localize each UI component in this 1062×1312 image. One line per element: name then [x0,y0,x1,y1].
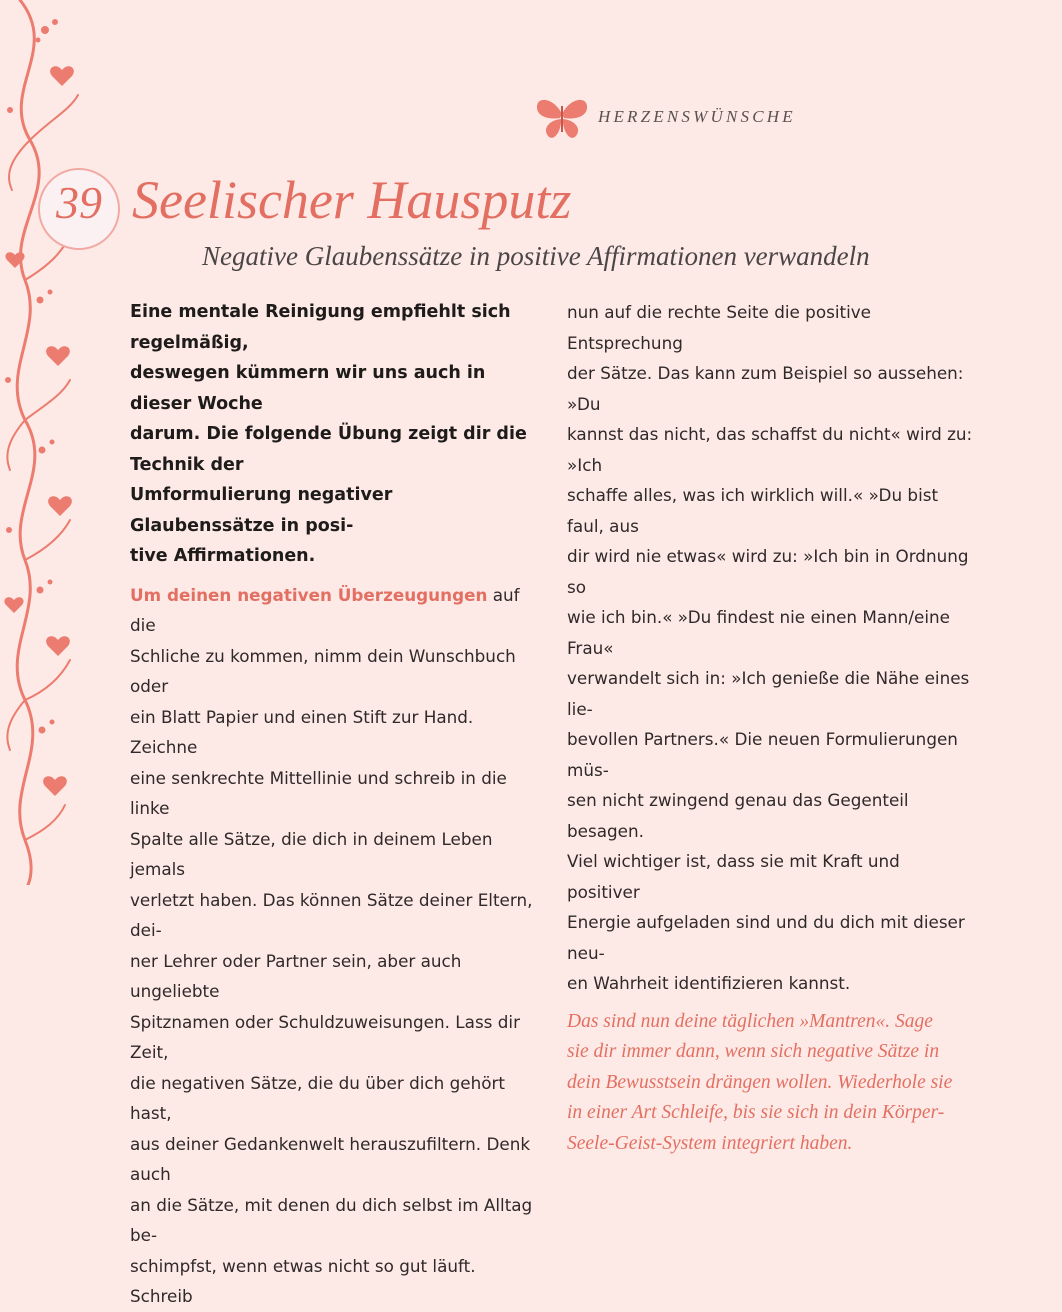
text-line: an die Sätze, mit denen du dich selbst im Alltag be- [130,1194,533,1245]
page-title: Seelischer Hausputz [132,170,572,230]
floral-ornament [0,0,90,885]
body-paragraph [130,580,540,1312]
text-line: sie dir immer dann, wenn sich negative Sätze in [567,1041,940,1062]
text-line: dein Bewusstsein drängen wollen. Wiederhole sie [567,1071,953,1093]
text-line: ein Blatt Papier und einen Stift zur Hand. Zeichne [130,706,474,757]
text-line: Umformulierung negativer Glaubenssätze in posi- [130,485,393,536]
right-column [567,297,977,1159]
text-line: der Sätze. Das kann zum Beispiel so aussehen: »Du [567,363,964,414]
text-line: Seele-Geist-System integriert haben. [567,1132,853,1154]
text-line: aus deiner Gedankenwelt herauszufiltern. Denk auch [130,1133,531,1184]
text-line: tive Affirmationen. [130,546,316,566]
text-line: wie ich bin.« »Du findest nie einen Mann/eine Frau« [567,607,951,658]
body-paragraph [567,297,977,999]
highlight-phrase: Um deinen negativen Überzeugungen [130,584,488,605]
mantra-quote [567,1007,977,1160]
text-line: Das sind nun deine täglichen »Mantren«. Sage [567,1010,933,1032]
text-line: eine senkrechte Mittellinie und schreib in die linke [130,767,507,818]
text-line: die negativen Sätze, die du über dich gehört hast, [130,1072,505,1123]
text-line: Spitznamen oder Schuldzuweisungen. Lass dir Zeit, [130,1011,520,1062]
text-line: Schliche zu kommen, nimm dein Wunschbuch oder [130,645,516,696]
page-subtitle: Negative Glaubenssätze in positive Affirmationen verwandeln [202,241,870,271]
left-column [130,297,540,1312]
text-line: Eine mentale Reinigung empfiehlt sich regelmäßig, [130,302,511,353]
text-line: bevollen Partners.« Die neuen Formulierungen müs- [567,729,958,780]
chapter-number: 39 [56,177,102,228]
text-line: en Wahrheit identifizieren kannst. [567,973,851,993]
text-line: schimpfst, wenn etwas nicht so gut läuft. Schreib [130,1255,476,1306]
text-line: ner Lehrer oder Partner sein, aber auch ungeliebte [130,950,462,1001]
text-line: auf die [130,584,520,635]
text-line: verletzt haben. Das können Sätze deiner Eltern, dei- [130,889,533,940]
intro-paragraph [130,297,540,572]
text-line: dir wird nie etwas« wird zu: »Ich bin in Ordnung so [567,546,969,597]
text-line: Energie aufgeladen sind und du dich mit dieser neu- [567,912,965,963]
text-line: schaffe alles, was ich wirklich will.« »Du bist faul, aus [567,485,939,536]
text-line: Spalte alle Sätze, die dich in deinem Leben jemals [130,828,493,879]
text-line: Viel wichtiger ist, dass sie mit Kraft und positiver [567,851,900,902]
text-line: darum. Die folgende Übung zeigt dir die Technik der [130,424,527,475]
text-line: in einer Art Schleife, bis sie sich in dein Körper- [567,1102,945,1123]
section-label: HERZENSWÜNSCHE [598,107,796,126]
butterfly-icon [534,92,590,142]
text-line: sen nicht zwingend genau das Gegenteil besagen. [567,790,909,841]
text-line: kannst das nicht, das schaffst du nicht« wird zu: »Ich [567,424,973,475]
text-line: deswegen kümmern wir uns auch in dieser Woche [130,363,486,414]
text-line: verwandelt sich in: »Ich genieße die Nähe eines lie- [567,668,970,719]
text-line: nun auf die rechte Seite die positive Entsprechung [567,302,872,353]
section-header [534,92,796,142]
